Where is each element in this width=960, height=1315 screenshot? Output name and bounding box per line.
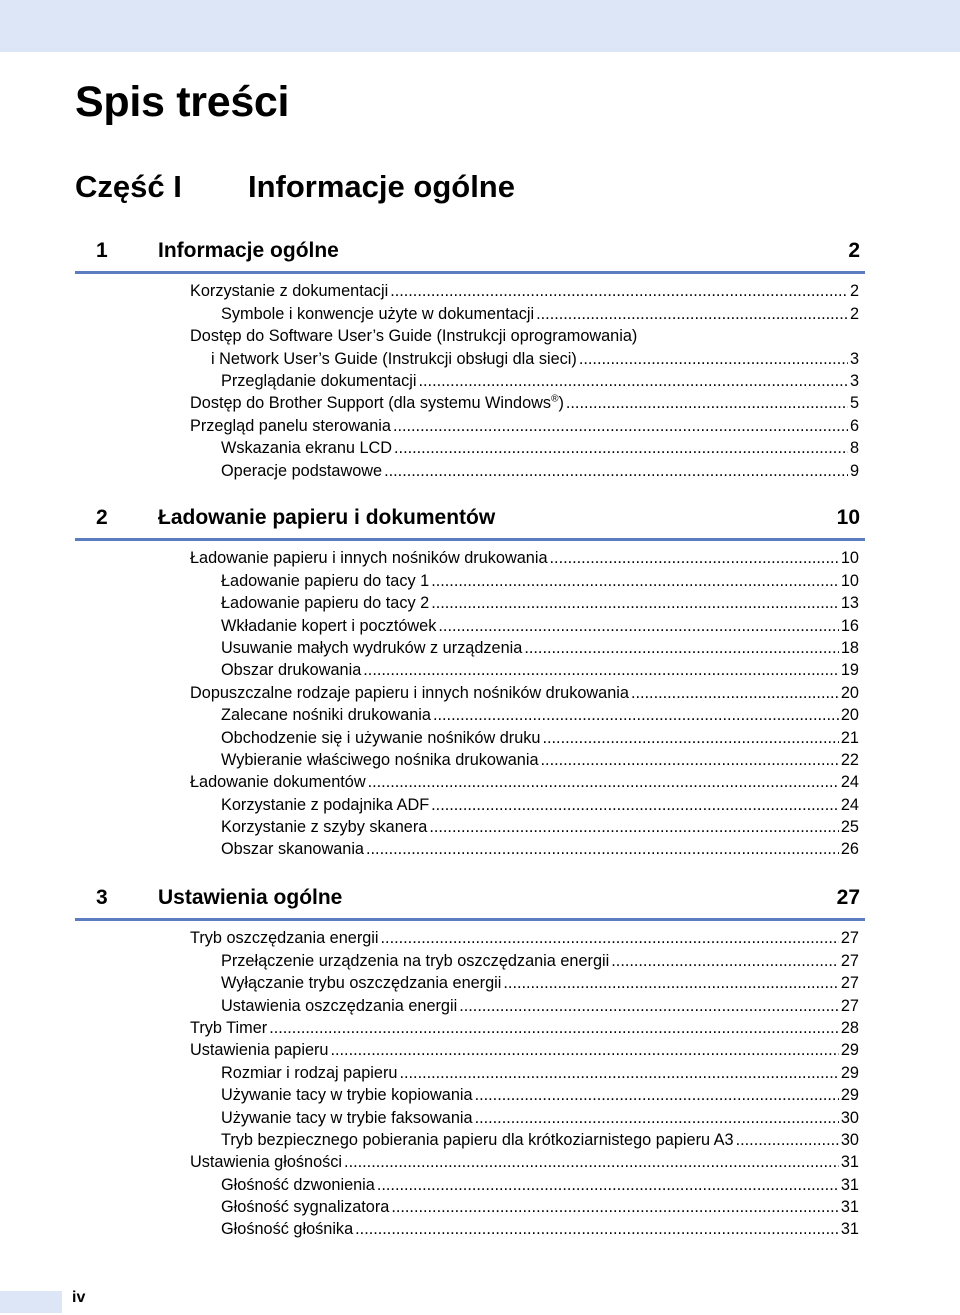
toc-entry-title: Tryb oszczędzania energii	[190, 929, 379, 948]
toc-entry-page: 20	[840, 683, 859, 702]
toc-entry[interactable]	[190, 704, 859, 726]
toc-entry-page: 9	[849, 461, 859, 480]
toc-entry[interactable]	[190, 414, 859, 436]
toc-entry[interactable]	[190, 726, 859, 748]
toc-entry-page: 25	[840, 818, 859, 837]
toc-entry-page: 27	[840, 974, 859, 993]
toc-entry[interactable]	[190, 637, 859, 659]
toc-entry-title: Korzystanie z podajnika ADF	[221, 795, 430, 814]
toc-entries-chapter-1	[190, 280, 859, 482]
toc-entry-page: 16	[840, 616, 859, 635]
toc-entry-page: 18	[840, 638, 859, 657]
dot-leader	[438, 615, 838, 637]
toc-entry-title: i Network User’s Guide (Instrukcji obsługi dla sieci)	[211, 349, 577, 368]
toc-entry-page: 2	[849, 282, 859, 301]
toc-entry-title: Ładowanie dokumentów	[190, 773, 366, 792]
toc-entry[interactable]	[190, 994, 859, 1016]
chapter-page-number: 10	[836, 506, 860, 529]
dot-leader	[459, 995, 839, 1017]
toc-entry-title: Obchodzenie się i używanie nośników druku	[221, 728, 541, 747]
toc-entry-page: 29	[840, 1041, 859, 1060]
toc-entry-page: 31	[840, 1175, 859, 1194]
dot-leader	[355, 1218, 839, 1240]
dot-leader	[631, 682, 839, 704]
toc-entry-page: 22	[840, 750, 859, 769]
toc-entry-page: 31	[840, 1198, 859, 1217]
toc-entry[interactable]	[190, 1218, 859, 1240]
toc-entry-page: 30	[840, 1108, 859, 1127]
dot-leader	[611, 950, 839, 972]
chapter-title: Informacje ogólne	[158, 239, 339, 262]
toc-entry-page: 3	[849, 349, 859, 368]
dot-leader	[431, 592, 839, 614]
toc-entry-page: 10	[840, 549, 859, 568]
toc-entry-title: Tryb bezpiecznego pobierania papieru dla krótkoziarnistego papieru A3	[221, 1130, 734, 1149]
toc-entry-page: 2	[849, 304, 859, 323]
toc-entry-title: Dostęp do Software User’s Guide (Instrukcji oprogramowania)	[190, 327, 638, 346]
toc-entry-title: Głośność głośnika	[221, 1220, 354, 1239]
dot-leader	[431, 570, 839, 592]
toc-entry[interactable]	[190, 347, 859, 369]
toc-entry-title: Ustawienia papieru	[190, 1041, 329, 1060]
toc-entry[interactable]	[190, 1084, 859, 1106]
toc-entry[interactable]	[190, 547, 859, 569]
toc-entry[interactable]	[190, 949, 859, 971]
toc-entry-title: Ładowanie papieru i innych nośników drukowania	[190, 549, 548, 568]
dot-leader	[475, 1084, 839, 1106]
toc-entry[interactable]	[190, 302, 859, 324]
toc-entry[interactable]	[190, 816, 859, 838]
dot-leader	[524, 637, 839, 659]
toc-entry[interactable]	[190, 569, 859, 591]
dot-leader	[366, 838, 839, 860]
toc-entry[interactable]	[190, 972, 859, 994]
toc-entry-title: Głośność sygnalizatora	[221, 1198, 390, 1217]
header-band	[0, 0, 960, 52]
toc-entry-title: Przegląd panelu sterowania	[190, 416, 391, 435]
dot-leader	[393, 415, 848, 437]
chapter-page-number: 27	[836, 886, 860, 909]
toc-entry-page: 27	[840, 996, 859, 1015]
toc-entry-page: 30	[840, 1130, 859, 1149]
toc-entry-page: 13	[840, 594, 859, 613]
dot-leader	[541, 749, 839, 771]
toc-entry-title: Usuwanie małych wydruków z urządzenia	[221, 638, 523, 657]
toc-entry[interactable]	[190, 1061, 859, 1083]
toc-entry-page: 24	[840, 773, 859, 792]
toc-entry[interactable]	[190, 1129, 859, 1151]
toc-entry-page: 8	[849, 439, 859, 458]
registered-mark: ®	[551, 393, 559, 405]
chapter-heading-3[interactable]	[75, 886, 865, 921]
dot-leader	[550, 547, 839, 569]
dot-leader	[399, 1062, 838, 1084]
toc-entry-title: Obszar skanowania	[221, 840, 364, 859]
toc-entry[interactable]	[190, 1106, 859, 1128]
toc-entry-page: 6	[849, 416, 859, 435]
toc-entry-title: Używanie tacy w trybie kopiowania	[221, 1086, 473, 1105]
chapter-heading-1[interactable]	[75, 239, 865, 274]
toc-entry-title: Wkładanie kopert i pocztówek	[221, 616, 437, 635]
toc-entry-page: 28	[840, 1018, 859, 1037]
toc-entry-title: Ładowanie papieru do tacy 1	[221, 571, 430, 590]
chapter-title: Ustawienia ogólne	[158, 886, 343, 909]
dot-leader	[419, 370, 848, 392]
dot-leader	[384, 460, 848, 482]
toc-entry-title: Wskazania ekranu LCD	[221, 439, 393, 458]
toc-entry[interactable]	[190, 838, 859, 860]
toc-entry[interactable]	[190, 771, 859, 793]
dot-leader	[431, 794, 839, 816]
toc-entry-page: 27	[840, 929, 859, 948]
toc-entry-title: Wybieranie właściwego nośnika drukowania	[221, 750, 539, 769]
toc-entry-page: 24	[840, 795, 859, 814]
toc-entry-page: 31	[840, 1153, 859, 1172]
toc-entry-title: Tryb Timer	[190, 1018, 268, 1037]
toc-entry[interactable]	[190, 437, 859, 459]
toc-entry-page: 31	[840, 1220, 859, 1239]
toc-entry[interactable]	[190, 1151, 859, 1173]
toc-entry-title: Rozmiar i rodzaj papieru	[221, 1063, 398, 1082]
dot-leader	[566, 392, 848, 414]
dot-leader	[368, 771, 839, 793]
toc-entry-page: 21	[840, 728, 859, 747]
dot-leader	[394, 437, 848, 459]
chapter-heading-2[interactable]	[75, 506, 865, 541]
toc-entry-page: 29	[840, 1063, 859, 1082]
toc-entries-chapter-3	[190, 927, 859, 1240]
toc-entry[interactable]	[190, 1017, 859, 1039]
toc-entry-title: Ustawienia oszczędzania energii	[221, 996, 458, 1015]
toc-entry[interactable]	[190, 392, 859, 414]
toc-entry-page: 20	[840, 706, 859, 725]
toc-entry[interactable]	[190, 1196, 859, 1218]
part-title: Informacje ogólne	[248, 169, 515, 204]
toc-entry[interactable]	[190, 280, 859, 302]
toc-entry-title: Obszar drukowania	[221, 661, 362, 680]
dot-leader	[330, 1039, 838, 1061]
toc-entry-title: Używanie tacy w trybie faksowania	[221, 1108, 473, 1127]
page-number: iv	[72, 1289, 86, 1306]
page-title: Spis treści	[75, 78, 290, 126]
chapter-number: 1	[96, 239, 108, 262]
dot-leader	[377, 1174, 839, 1196]
dot-leader	[475, 1107, 839, 1129]
toc-entries-chapter-2	[190, 547, 859, 860]
dot-leader	[503, 972, 838, 994]
toc-entry-title: Głośność dzwonienia	[221, 1175, 375, 1194]
toc-entry-title: Przełączenie urządzenia na tryb oszczędzania energii	[221, 951, 610, 970]
toc-entry-title: Zalecane nośniki drukowania	[221, 706, 431, 725]
toc-entry-title: Ustawienia głośności	[190, 1153, 343, 1172]
toc-entry[interactable]	[190, 793, 859, 815]
dot-leader	[429, 816, 839, 838]
toc-entry[interactable]	[190, 659, 859, 681]
chapter-page-number: 2	[848, 239, 860, 262]
toc-entry-page: 27	[840, 951, 859, 970]
toc-entry[interactable]	[190, 681, 859, 703]
dot-leader	[363, 659, 839, 681]
toc-entry[interactable]	[190, 325, 859, 347]
toc-entry[interactable]	[190, 1039, 859, 1061]
toc-entry-title: Korzystanie z dokumentacji	[190, 282, 389, 301]
toc-entry-page: 29	[840, 1086, 859, 1105]
toc-entry-title: Operacje podstawowe	[221, 461, 383, 480]
chapter-number: 2	[96, 506, 108, 529]
toc-entry[interactable]	[190, 614, 859, 636]
chapter-title: Ładowanie papieru i dokumentów	[158, 506, 496, 529]
dot-leader	[391, 1196, 839, 1218]
dot-leader	[269, 1017, 839, 1039]
toc-entry[interactable]	[190, 927, 859, 949]
dot-leader	[736, 1129, 839, 1151]
toc-entry-title: Dopuszczalne rodzaje papieru i innych nośników drukowania	[190, 683, 629, 702]
toc-entry[interactable]	[190, 459, 859, 481]
toc-entry-title: Ładowanie papieru do tacy 2	[221, 594, 430, 613]
dot-leader	[433, 704, 839, 726]
toc-entry-page: 3	[849, 371, 859, 390]
toc-entry-title: Symbole i konwencje użyte w dokumentacji	[221, 304, 535, 323]
footer-band	[0, 1291, 62, 1313]
toc-entry-title: Dostęp do Brother Support (dla systemu Windows®)	[190, 393, 564, 413]
dot-leader	[542, 727, 838, 749]
toc-entry[interactable]	[190, 370, 859, 392]
toc-entry-page: 5	[849, 394, 859, 413]
part-label: Część I	[75, 169, 182, 204]
dot-leader	[344, 1151, 839, 1173]
dot-leader	[381, 927, 839, 949]
toc-entry-page: 10	[840, 571, 859, 590]
toc-entry-title: Przeglądanie dokumentacji	[221, 371, 417, 390]
toc-entry[interactable]	[190, 1173, 859, 1195]
toc-entry[interactable]	[190, 592, 859, 614]
dot-leader	[579, 348, 848, 370]
toc-entry-title: Wyłączanie trybu oszczędzania energii	[221, 974, 502, 993]
chapter-number: 3	[96, 886, 108, 909]
toc-entry-page: 26	[840, 840, 859, 859]
toc-entry-page: 19	[840, 661, 859, 680]
toc-entry-title: Korzystanie z szyby skanera	[221, 818, 428, 837]
dot-leader	[536, 303, 848, 325]
toc-entry[interactable]	[190, 749, 859, 771]
dot-leader	[390, 280, 848, 302]
